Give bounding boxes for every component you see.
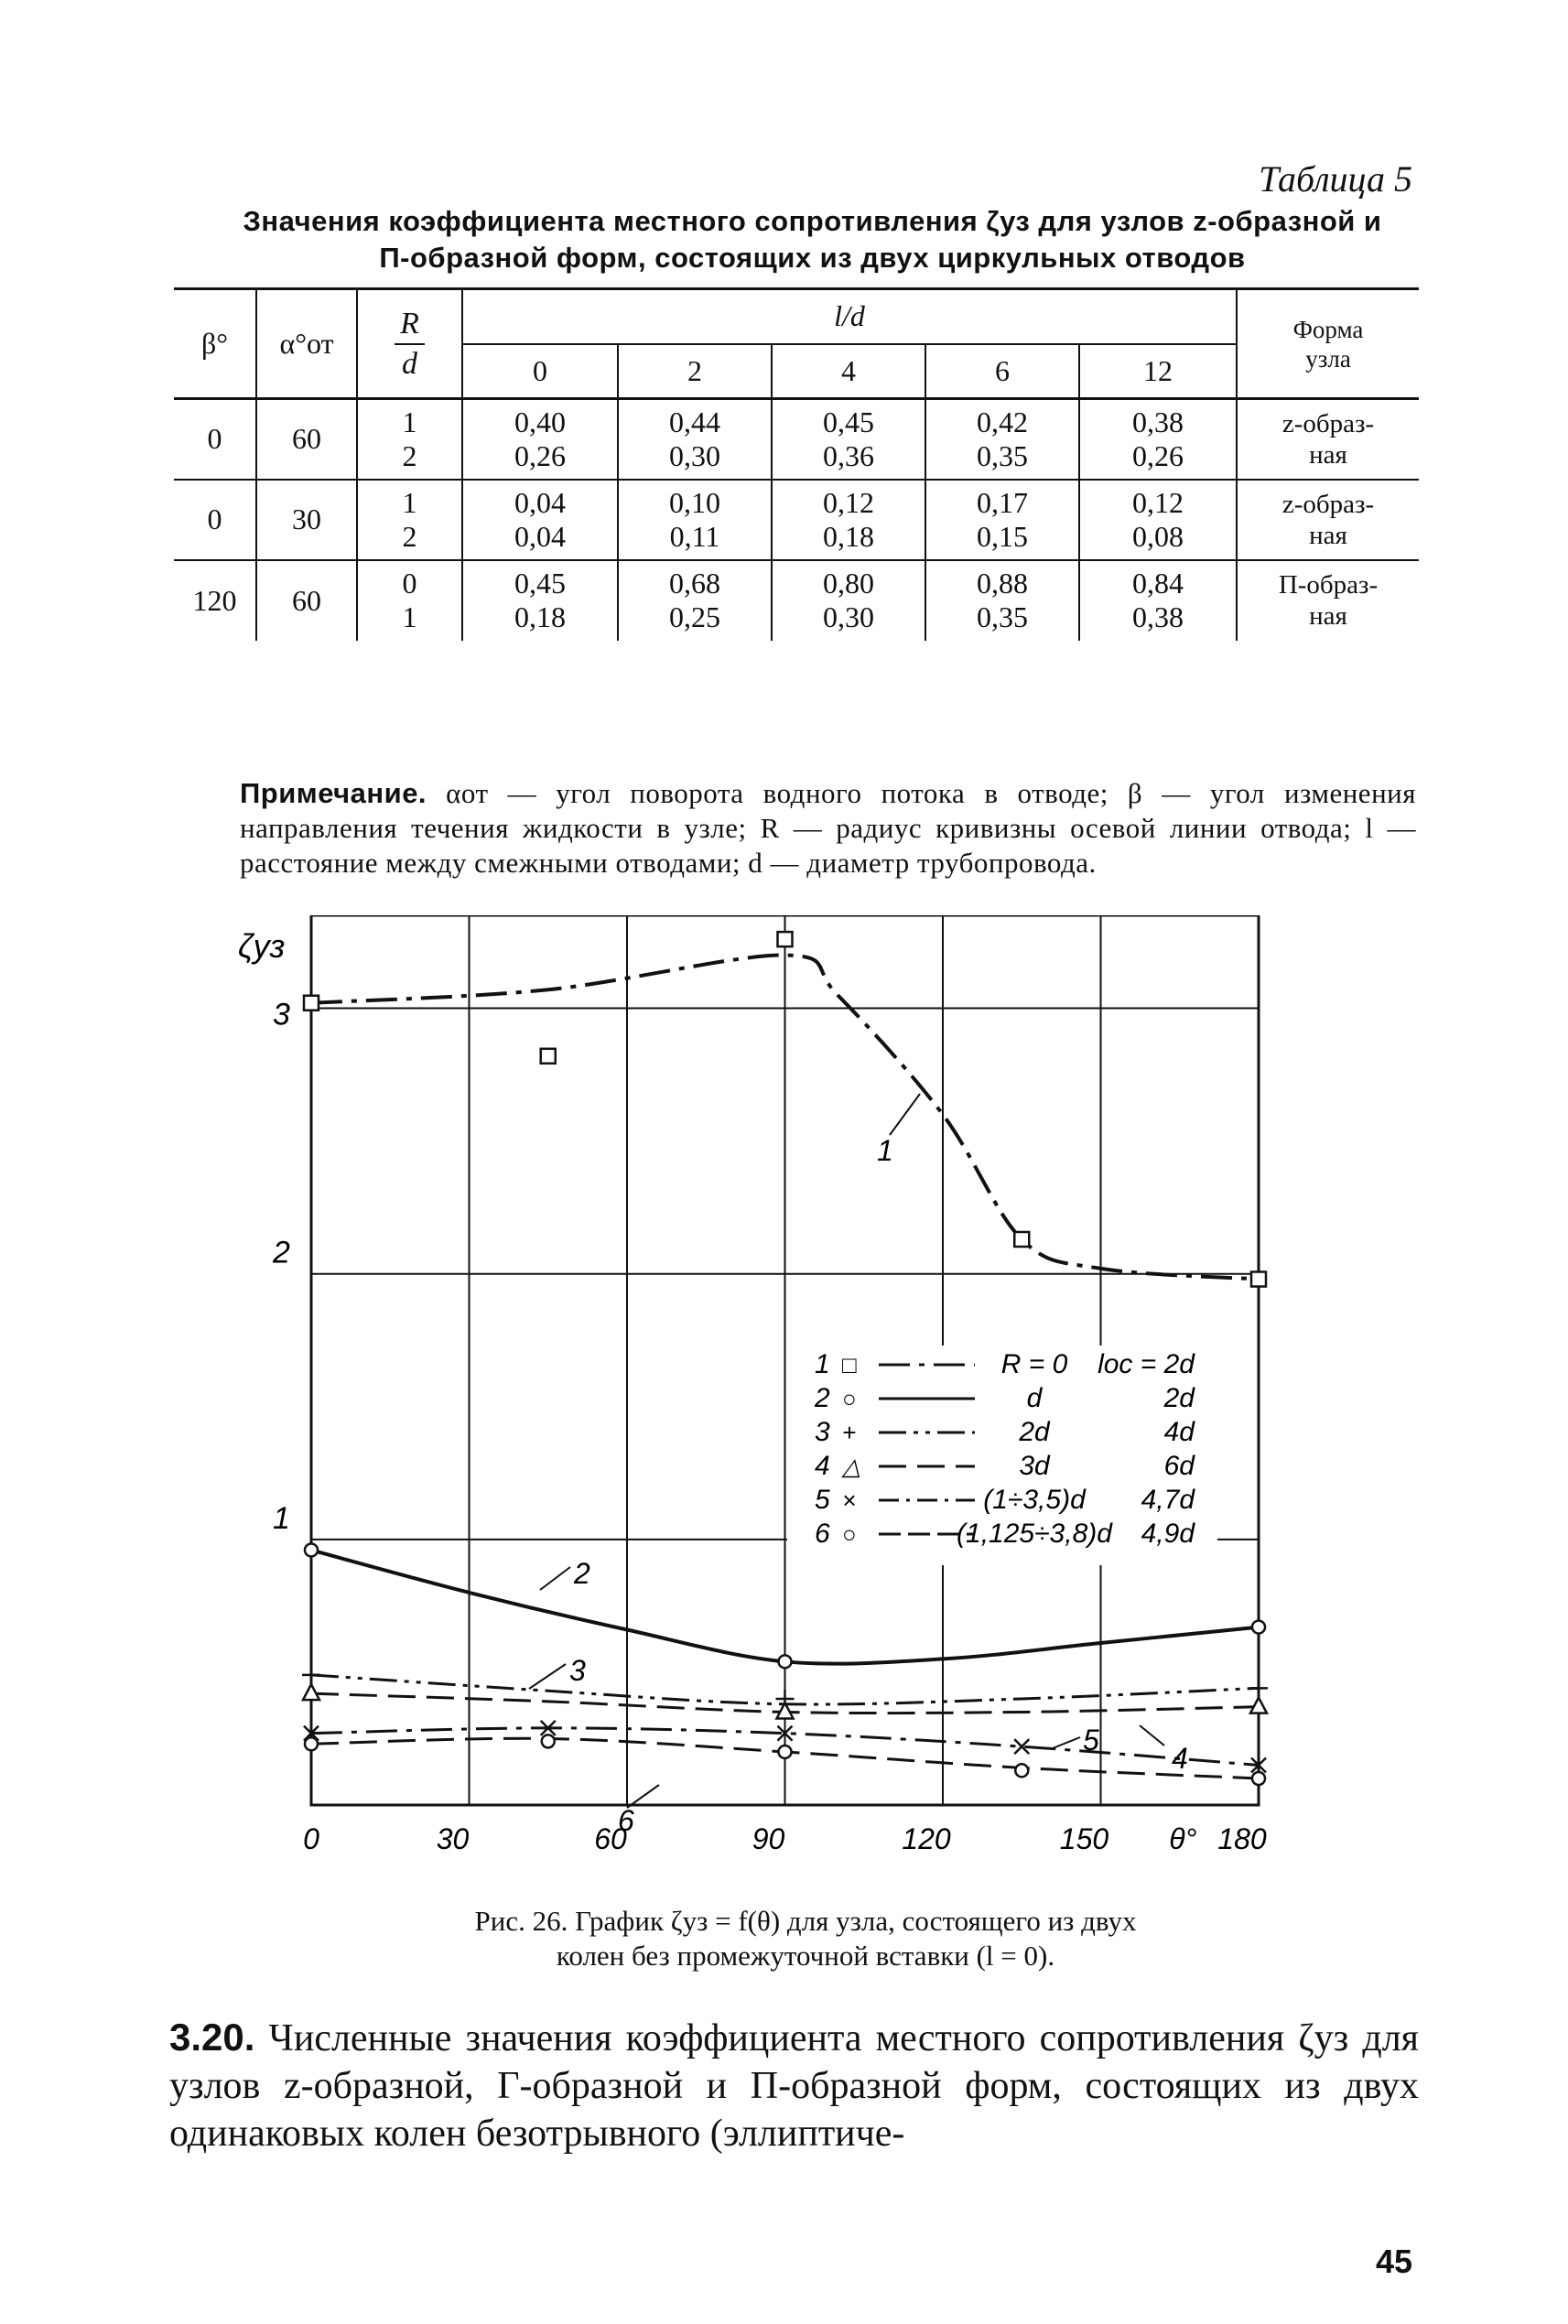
coefficient-table xyxy=(174,287,1419,641)
cell-value-2: 0,26 xyxy=(514,438,566,472)
legend-marker: ○ xyxy=(842,1385,857,1412)
cell-rd-2: 2 xyxy=(402,438,417,472)
cell-value-1: 0,68 xyxy=(669,567,720,600)
cell-values xyxy=(1079,480,1237,560)
cell-beta: 120 xyxy=(192,583,237,617)
cell-value-1: 0,44 xyxy=(669,405,720,438)
x-tick-label: 30 xyxy=(436,1822,470,1855)
legend-r: R = 0 xyxy=(1000,1349,1068,1379)
legend-loc: 6d xyxy=(1163,1451,1195,1481)
legend-r: 3d xyxy=(1019,1451,1050,1481)
legend-marker: □ xyxy=(842,1351,857,1378)
chart-legend xyxy=(787,1346,1217,1565)
cell-rd-2: 1 xyxy=(402,600,417,633)
figure-caption xyxy=(293,1904,1318,1973)
legend-number: 6 xyxy=(815,1519,830,1549)
y-tick-label: 2 xyxy=(273,1235,290,1270)
legend-r: (1,125÷3,8)d xyxy=(957,1519,1112,1549)
body-paragraph-text: Численные значения коэффициента местного сопротивления ζуз для узлов z-образной, Г-образной и П-образной форм, состоящих из двух одинаковых колен безотрывного (эллиптиче- xyxy=(169,2017,1420,2155)
cell-value-1: 0,12 xyxy=(1132,485,1184,519)
legend-r: (1÷3,5)d xyxy=(983,1485,1086,1515)
marker-triangle xyxy=(1250,1698,1267,1713)
cell-value-1: 0,04 xyxy=(514,485,566,519)
header-ld-12: 12 xyxy=(1079,344,1237,399)
cell-values xyxy=(772,399,925,480)
marker-triangle xyxy=(303,1684,319,1700)
cell-value-1: 0,17 xyxy=(977,485,1028,519)
cell-beta-wrap xyxy=(174,560,256,641)
cell-rd-1: 1 xyxy=(402,405,417,438)
curve-label: 4 xyxy=(1172,1742,1188,1775)
cell-value-2: 0,30 xyxy=(823,600,874,633)
cell-value-1: 0,12 xyxy=(823,485,874,519)
cell-value-2: 0,38 xyxy=(1132,600,1184,633)
header-beta: β° xyxy=(200,327,229,360)
cell-form-1: z-образ- xyxy=(1281,408,1375,438)
legend-marker: ○ xyxy=(842,1520,857,1548)
x-tick-label: 0 xyxy=(303,1822,319,1855)
legend-marker: × xyxy=(842,1486,857,1514)
table-note xyxy=(240,776,1416,881)
marker-square xyxy=(304,996,319,1011)
marker-square xyxy=(541,1049,556,1064)
legend-number: 3 xyxy=(815,1417,830,1447)
x-tick-label: 150 xyxy=(1059,1822,1109,1855)
marker-square xyxy=(1251,1272,1266,1287)
cell-alpha: 60 xyxy=(292,583,321,617)
cell-value-2: 0,08 xyxy=(1132,519,1184,553)
legend-loc: 4,9d xyxy=(1141,1519,1195,1549)
marker-circle xyxy=(1252,1621,1265,1634)
cell-value-2: 0,26 xyxy=(1132,438,1184,472)
cell-form xyxy=(1237,560,1419,641)
legend-number: 4 xyxy=(815,1451,830,1481)
x-tick-label: 90 xyxy=(752,1822,785,1855)
cell-beta: 0 xyxy=(207,503,222,535)
cell-values xyxy=(772,560,925,641)
zeta-chart xyxy=(211,915,1327,1886)
cell-value-2: 0,18 xyxy=(514,600,566,633)
cell-form-2: ная xyxy=(1309,601,1347,631)
curve-leader-line xyxy=(1140,1725,1164,1746)
table-row xyxy=(174,399,1419,480)
legend-loc: 2d xyxy=(1163,1383,1195,1413)
y-axis-label: ζуз xyxy=(238,927,286,965)
cell-beta-wrap xyxy=(174,480,256,560)
cell-form xyxy=(1237,399,1419,480)
legend-loc: 4d xyxy=(1163,1417,1195,1447)
x-tick-label: 120 xyxy=(902,1822,951,1855)
body-paragraph xyxy=(169,2014,1419,2157)
cell-value-2: 0,15 xyxy=(977,519,1028,553)
curve-label: 6 xyxy=(618,1804,634,1837)
marker-circle xyxy=(305,1737,318,1750)
cell-alpha: 60 xyxy=(292,422,321,456)
cell-value-2: 0,18 xyxy=(823,519,874,553)
header-r-over-d xyxy=(357,289,462,399)
note-text: αот — угол поворота водного потока в отводе; β — угол изменения направления течения жидкости в узле; R — радиус кривизны осевой линии отвода; l — расстояние между смежными отводами; d — диаметр трубопровода. xyxy=(240,777,1417,879)
curve-label: 5 xyxy=(1083,1724,1099,1757)
cell-form xyxy=(1237,480,1419,560)
cell-value-1: 0,10 xyxy=(669,485,720,519)
page-number: 45 xyxy=(1375,2243,1412,2280)
cell-rd-1: 0 xyxy=(402,567,417,600)
cell-value-1: 0,40 xyxy=(514,405,566,438)
cell-values xyxy=(462,480,618,560)
marker-plus xyxy=(302,1666,320,1684)
cell-value-2: 0,35 xyxy=(977,600,1028,633)
cell-rd xyxy=(357,560,462,641)
marker-circle xyxy=(1015,1764,1028,1777)
cell-rd xyxy=(357,399,462,480)
header-form-line1: Форма xyxy=(1292,315,1364,343)
cell-values xyxy=(772,480,925,560)
cell-value-2: 0,04 xyxy=(514,519,566,553)
cell-value-2: 0,11 xyxy=(669,519,720,553)
cell-value-1: 0,42 xyxy=(977,405,1028,438)
legend-number: 1 xyxy=(815,1349,830,1379)
cell-values xyxy=(1079,399,1237,480)
legend-r: d xyxy=(1026,1383,1043,1413)
curve-label: 1 xyxy=(877,1134,893,1167)
legend-loc: 4,7d xyxy=(1141,1485,1195,1515)
table-label: Таблица 5 xyxy=(1259,158,1412,200)
cell-alpha-wrap xyxy=(256,560,357,641)
curve-leader-line xyxy=(540,1567,570,1590)
cell-value-2: 0,36 xyxy=(823,438,874,472)
marker-circle xyxy=(305,1543,318,1556)
cell-form-1: z-образ- xyxy=(1281,489,1375,519)
cell-value-1: 0,80 xyxy=(823,567,874,600)
cell-alpha: 30 xyxy=(292,503,321,535)
cell-value-1: 0,88 xyxy=(977,567,1028,600)
note-label: Примечание. xyxy=(240,777,427,809)
marker-plus xyxy=(1249,1679,1268,1697)
legend-marker: △ xyxy=(842,1453,860,1480)
cell-beta: 0 xyxy=(207,422,222,456)
header-form xyxy=(1237,289,1419,399)
curve-label: 2 xyxy=(574,1557,590,1590)
cell-values xyxy=(462,399,618,480)
marker-square xyxy=(1014,1232,1029,1247)
legend-loc: lос = 2d xyxy=(1098,1349,1195,1379)
cell-form-1: П-образ- xyxy=(1278,570,1379,600)
x-tick-label: 180 xyxy=(1217,1822,1267,1855)
header-ld-2: 2 xyxy=(618,344,772,399)
section-number: 3.20. xyxy=(169,2016,255,2059)
legend-number: 5 xyxy=(815,1485,830,1515)
header-d: d xyxy=(402,346,417,381)
y-tick-label: 1 xyxy=(273,1500,290,1536)
header-l-over-d: l/d xyxy=(462,289,1237,344)
cell-values xyxy=(925,560,1079,641)
y-tick-label: 3 xyxy=(273,997,290,1032)
cell-form-2: ная xyxy=(1309,520,1347,550)
cell-form-2: ная xyxy=(1309,439,1347,470)
cell-value-2: 0,30 xyxy=(669,438,720,472)
cell-values xyxy=(925,399,1079,480)
cell-alpha-wrap xyxy=(256,399,357,480)
marker-circle xyxy=(1252,1772,1265,1785)
x-tick-label: 60 xyxy=(594,1822,627,1855)
table-caption-line1: Значения коэффициента местного сопротивления ζуз для узлов z-образной и xyxy=(243,205,1382,237)
header-ld-4: 4 xyxy=(772,344,925,399)
cell-values xyxy=(618,399,772,480)
cell-values xyxy=(462,560,618,641)
cell-values xyxy=(618,480,772,560)
header-ld-6: 6 xyxy=(925,344,1079,399)
header-form-line2: узла xyxy=(1305,344,1351,373)
cell-rd-2: 2 xyxy=(402,519,417,553)
cell-values xyxy=(618,560,772,641)
figure-caption-line2: колен без промежуточной вставки (l = 0). xyxy=(556,1940,1055,1972)
curve-label: 3 xyxy=(569,1654,586,1687)
legend-r: 2d xyxy=(1019,1417,1050,1447)
table-row xyxy=(174,480,1419,560)
cell-rd-1: 1 xyxy=(402,485,417,519)
marker-circle xyxy=(542,1735,555,1747)
table-caption-line2: П-образной форм, состоящих из двух циркульных отводов xyxy=(379,242,1246,274)
cell-values xyxy=(1079,560,1237,641)
header-ld-0: 0 xyxy=(462,344,618,399)
table-row xyxy=(174,560,1419,641)
legend-marker: + xyxy=(842,1419,857,1446)
cell-value-1: 0,84 xyxy=(1132,567,1184,600)
marker-circle xyxy=(779,1746,792,1758)
cell-beta-wrap xyxy=(174,399,256,480)
cell-values xyxy=(925,480,1079,560)
marker-square xyxy=(778,932,793,946)
cell-rd xyxy=(357,480,462,560)
header-r: R xyxy=(395,305,425,345)
marker-circle xyxy=(779,1655,792,1668)
cell-value-2: 0,25 xyxy=(669,600,720,633)
table-caption xyxy=(211,203,1414,276)
legend-number: 2 xyxy=(815,1383,830,1413)
curve-leader-line xyxy=(890,1094,920,1135)
header-alpha: α°от xyxy=(256,289,357,399)
curve-leader-line xyxy=(529,1664,566,1689)
cell-alpha-wrap xyxy=(256,480,357,560)
cell-value-1: 0,45 xyxy=(823,405,874,438)
curve-leader-line xyxy=(1053,1737,1080,1748)
cell-value-2: 0,35 xyxy=(977,438,1028,472)
cell-value-1: 0,38 xyxy=(1132,405,1184,438)
figure-caption-line1: Рис. 26. График ζуз = f(θ) для узла, состоящего из двух xyxy=(474,1905,1137,1937)
x-axis-label: θ° xyxy=(1169,1822,1197,1855)
cell-value-1: 0,45 xyxy=(514,567,566,600)
